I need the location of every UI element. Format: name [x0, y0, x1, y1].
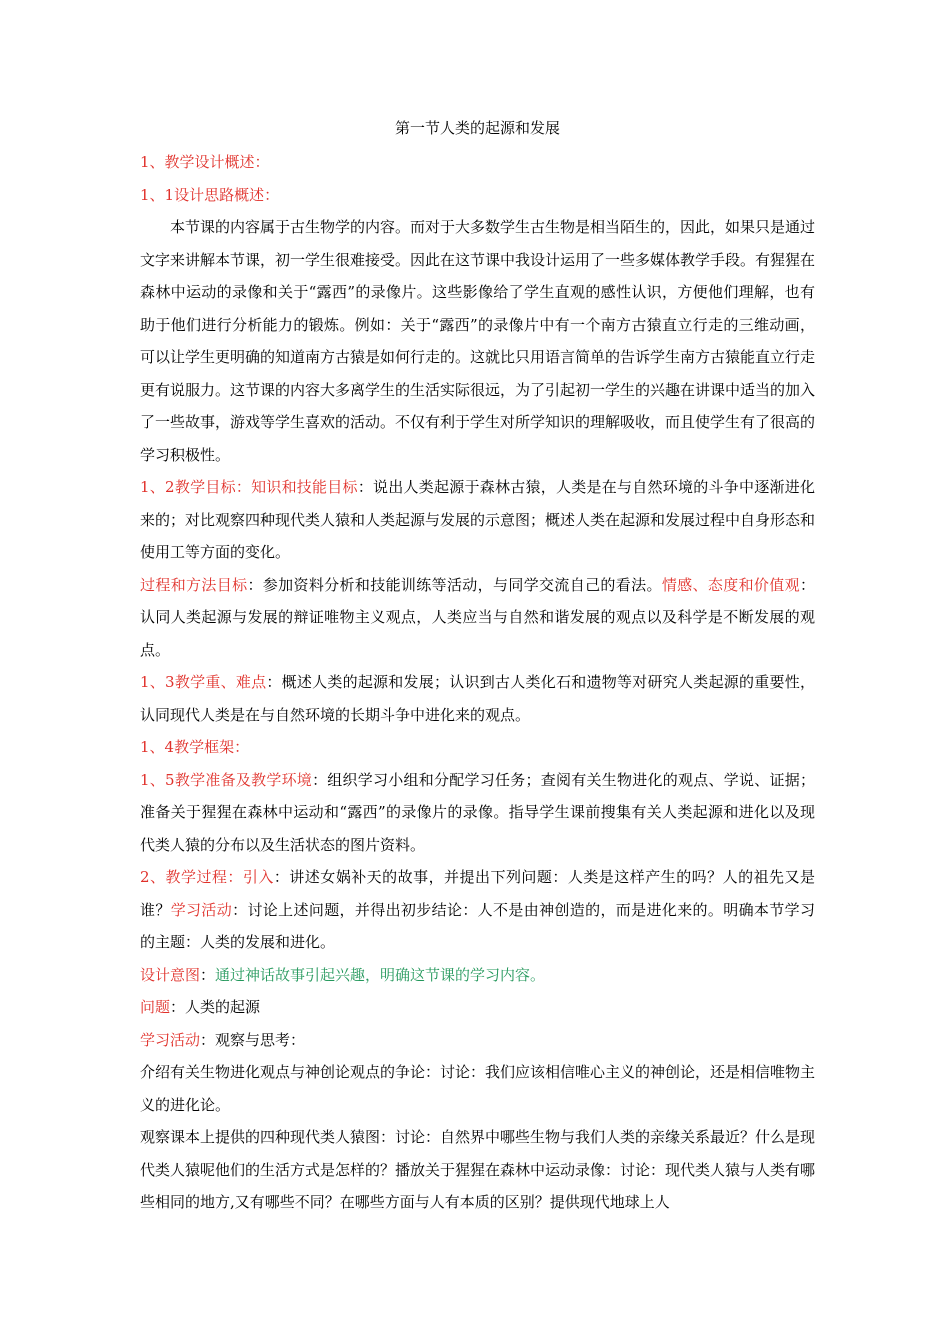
- text-process: ：参加资料分析和技能训练等活动，与同学交流自己的看法。: [247, 575, 662, 594]
- label-design-intent: 设计意图: [140, 965, 201, 984]
- paragraph-preparation: [140, 764, 815, 862]
- text-activity-2: ：观察与思考：: [200, 1030, 306, 1049]
- heading-framework: 1、4教学框架：: [140, 738, 250, 756]
- paragraph-teaching-process: [140, 861, 815, 959]
- label-activity-2: 学习活动: [140, 1030, 201, 1049]
- text-question: ：人类的起源: [170, 998, 261, 1016]
- paragraph-design-idea: 本节课的内容属于古生物学的内容。而对于大多数学生古生物是相当陌生的，因此，如果只是通过文字来讲解本节课，初一学生很难接受。因此在这节课中我设计运用了一些多媒体教学手段。有猩猩在森林中运动的录像和关于“露西”的录像片。这些影像给了学生直观的感性认识，方便他们理解，也有助于他们进行分析能力的锻炼。例如：关于“露西”的录像片中有一个南方古猿直立行走的三维动画，可以让学生更明确的知道南方古猿是如何行走的。这就比只用语言简单的告诉学生南方古猿能直立行走更有说服力。这节课的内容大多离学生的生活实际很远，为了引起初一学生的兴趣在讲课中适当的加入了一些故事，游戏等学生喜欢的活动。不仅有利于学生对所学知识的理解吸收，而且使学生有了很高的学习积极性。: [140, 218, 816, 464]
- paragraph-intro-debate: 介绍有关生物进化观点与神创论观点的争论：讨论：我们应该相信唯心主义的神创论，还是相信唯物主义的进化论。: [140, 1063, 816, 1114]
- paragraph-process-emotion: [140, 569, 815, 667]
- paragraph-goals: [140, 471, 815, 569]
- label-teaching-process: 2、教学过程：引入: [140, 868, 274, 886]
- page-title: 第一节人类的起源和发展: [394, 119, 560, 137]
- paragraph-question: [140, 991, 815, 1024]
- text-emotion: ：认同人类起源与发展的辩证唯物主义观点，人类应当与自然和谐发展的观点以及科学是不断发展的观点。: [140, 575, 815, 659]
- text-goals: ：说出人类起源于森林古猿，人类是在与自然环境的斗争中逐渐进化来的；对比观察四种现代类人猿和人类起源与发展的示意图；概述人类在起源和发展过程中自身形态和使用工等方面的变化。: [140, 478, 816, 561]
- label-process: 过程和方法目标: [140, 575, 248, 594]
- sep-design-intent: ：: [200, 965, 216, 984]
- heading-design-idea: 1、1设计思路概述：: [140, 185, 280, 204]
- paragraph-design-intent: [140, 959, 815, 992]
- label-emotion: 情感、态度和价值观: [661, 575, 800, 594]
- text-design-intent: 通过神话故事引起兴趣，明确这节课的学习内容。: [215, 965, 546, 984]
- label-goals: 1、2教学目标：知识和技能目标: [140, 478, 358, 496]
- text-teaching-process: ：讲述女娲补天的故事，并提出下列问题：人类是这样产生的吗？人的祖先又是谁？: [140, 868, 815, 919]
- document-page: [140, 110, 815, 1219]
- text-key-points: ：概述人类的起源和发展；认识到古人类化石和遗物等对研究人类起源的重要性，认同现代人类是在与自然环境的长期斗争中进化来的观点。: [140, 673, 815, 724]
- paragraph-observe: 观察课本上提供的四种现代类人猿图：讨论：自然界中哪些生物与我们人类的亲缘关系最近？什么是现代类人猿呢他们的生活方式是怎样的？播放关于猩猩在森林中运动录像：讨论：现代类人猿与人类有哪些相同的地方,又有哪些不同？在哪些方面与人有本质的区别？提供现代地球上人: [140, 1128, 816, 1211]
- heading-overview: 1、教学设计概述：: [140, 153, 270, 171]
- label-key-points: 1、3教学重、难点: [140, 673, 267, 691]
- text-activity: ：讨论上述问题，并得出初步结论：人不是由神创造的，而是进化来的。明确本节学习的主题：人类的发展和进化。: [140, 900, 815, 951]
- paragraph-activity-2: [140, 1024, 815, 1057]
- paragraph-key-points: [140, 666, 815, 731]
- label-activity: 学习活动: [170, 900, 233, 919]
- text-preparation: ：组织学习小组和分配学习任务；查阅有关生物进化的观点、学说、证据；准备关于猩猩在森林中运动和“露西”的录像片的录像。指导学生课前搜集有关人类起源和进化以及现代类人猿的分布以及生活状态的图片资料。: [140, 770, 815, 854]
- label-preparation: 1、5教学准备及教学环境: [140, 770, 313, 789]
- label-question: 问题: [140, 998, 171, 1016]
